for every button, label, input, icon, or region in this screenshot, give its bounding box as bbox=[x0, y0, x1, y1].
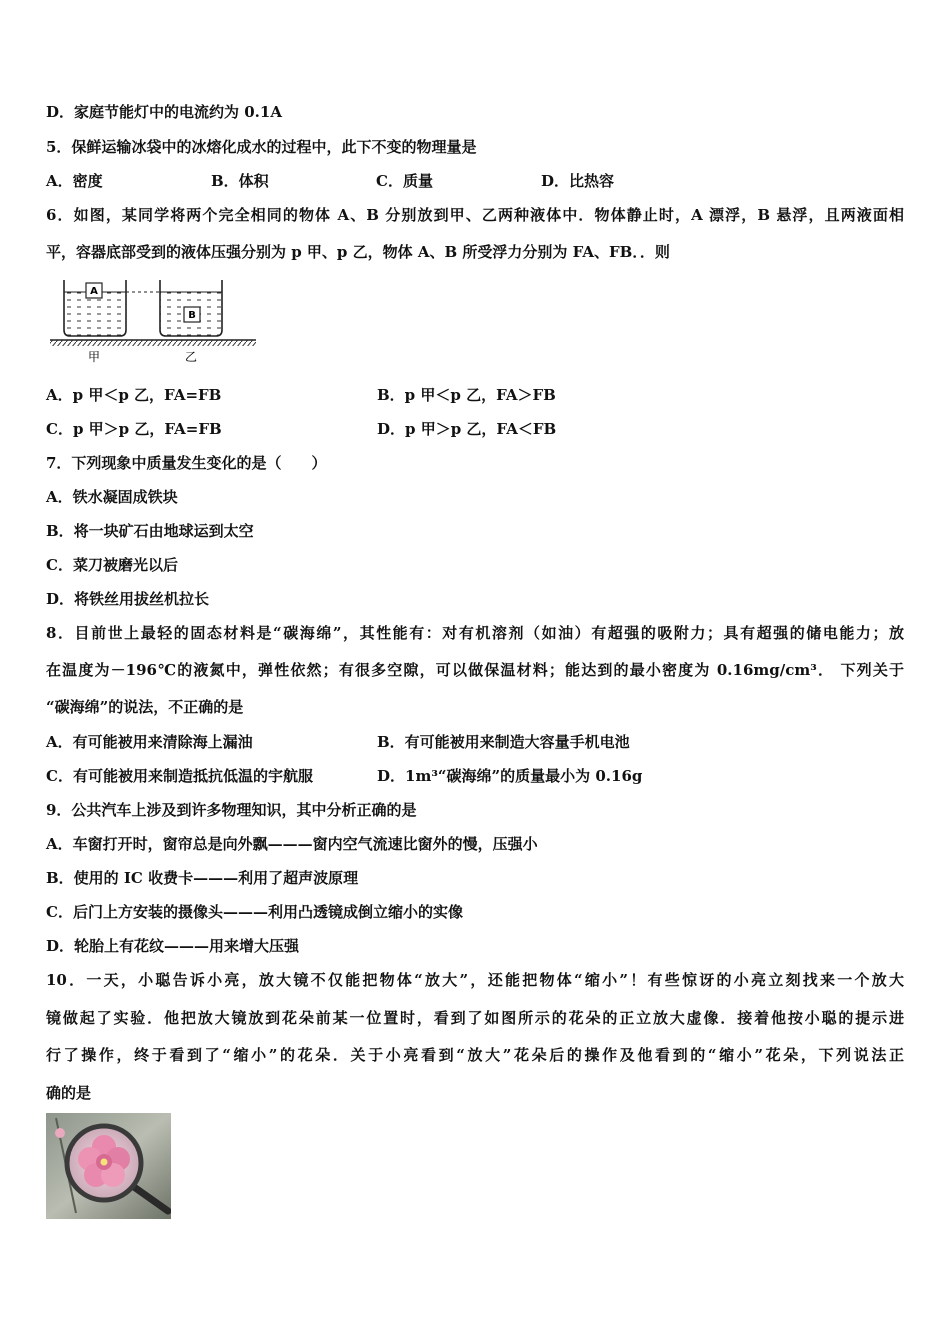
q5-option-b: B．体积 bbox=[211, 172, 269, 190]
q10-figure-magnifier-flower bbox=[46, 1113, 171, 1219]
q5-options bbox=[46, 171, 706, 191]
left-tank-liquid bbox=[64, 292, 126, 336]
q7-option-b: B．将一块矿石由地球运到太空 bbox=[46, 522, 254, 540]
q9-option-b: B．使用的 IC 收费卡———利用了超声波原理 bbox=[46, 869, 359, 887]
q7-option-a: A．铁水凝固成铁块 bbox=[46, 488, 178, 506]
q4-option-d: D．家庭节能灯中的电流约为 0.1A bbox=[46, 103, 282, 121]
q7-option-d: D．将铁丝用拔丝机拉长 bbox=[46, 590, 210, 608]
q7-stem: 7．下列现象中质量发生变化的是（ ） bbox=[46, 454, 327, 472]
label-left-container: 甲 bbox=[87, 350, 101, 364]
q6-figure-tanks bbox=[46, 276, 261, 366]
q10-stem-line2: 镜做起了实验．他把放大镜放到花朵前某一位置时，看到了如图所示的花朵的正立放大虚像．接着他按小聪的提示进 bbox=[46, 1009, 904, 1027]
block-b-label: B bbox=[188, 310, 196, 321]
q9-option-d: D．轮胎上有花纹———用来增大压强 bbox=[46, 937, 300, 955]
q8-stem-line3: “碳海绵”的说法，不正确的是 bbox=[46, 698, 244, 716]
q9-option-a: A．车窗打开时，窗帘总是向外飘———窗内空气流速比窗外的慢，压强小 bbox=[46, 835, 538, 853]
q9-stem: 9．公共汽车上涉及到许多物理知识，其中分析正确的是 bbox=[46, 801, 417, 819]
q8-option-c: C．有可能被用来制造抵抗低温的宇航服 bbox=[46, 767, 313, 785]
block-a-label: A bbox=[90, 286, 98, 297]
q8-option-a: A．有可能被用来清除海上漏油 bbox=[46, 733, 253, 751]
q6-option-a: A．p 甲＜p 乙，FA=FB bbox=[46, 386, 222, 404]
q10-stem-line4: 确的是 bbox=[46, 1084, 92, 1102]
q8-option-d: D．1m³“碳海绵”的质量最小为 0.16g bbox=[377, 767, 643, 785]
q8-option-b: B．有可能被用来制造大容量手机电池 bbox=[377, 733, 630, 751]
q7-option-c: C．菜刀被磨光以后 bbox=[46, 556, 178, 574]
q6-option-c: C．p 甲＞p 乙，FA=FB bbox=[46, 420, 222, 438]
q10-stem-line1: 10．一天，小聪告诉小亮，放大镜不仅能把物体“放大”，还能把物体“缩小”！有些惊讶的小亮立刻找来一个放大 bbox=[46, 971, 905, 989]
q8-stem-line1: 8．目前世上最轻的固态材料是“碳海绵”，其性能有：对有机溶剂（如油）有超强的吸附力；具有超强的储电能力；放 bbox=[46, 624, 904, 642]
small-blossom bbox=[55, 1128, 65, 1138]
q6-option-d: D．p 甲＞p 乙，FA＜FB bbox=[377, 420, 557, 438]
q6-option-b: B．p 甲＜p 乙，FA＞FB bbox=[377, 386, 556, 404]
ground-hatch bbox=[50, 340, 256, 346]
q8-stem-line2: 在温度为－196℃的液氮中，弹性依然；有很多空隙，可以做保温材料；能达到的最小密度为 0.16mg/cm³． 下列关于 bbox=[46, 661, 904, 679]
q5-option-d: D．比热容 bbox=[541, 172, 615, 190]
q5-stem: 5．保鲜运输冰袋中的冰熔化成水的过程中，此下不变的物理量是 bbox=[46, 138, 477, 156]
q6-stem-line2: 平，容器底部受到的液体压强分别为 p 甲、p 乙，物体 A、B 所受浮力分别为 FA、FB．．则 bbox=[46, 243, 670, 261]
q10-stem-line3: 行了操作，终于看到了“缩小”的花朵．关于小亮看到“放大”花朵后的操作及他看到的“缩小”花朵，下列说法正 bbox=[46, 1046, 904, 1064]
q5-option-a: A．密度 bbox=[46, 172, 103, 190]
q6-stem-line1: 6．如图，某同学将两个完全相同的物体 A、B 分别放到甲、乙两种液体中．物体静止时，A 漂浮，B 悬浮，且两液面相 bbox=[46, 206, 904, 224]
q9-option-c: C．后门上方安装的摄像头———利用凸透镜成倒立缩小的实像 bbox=[46, 903, 463, 921]
label-right-container: 乙 bbox=[184, 350, 198, 364]
q5-option-c: C．质量 bbox=[376, 172, 433, 190]
